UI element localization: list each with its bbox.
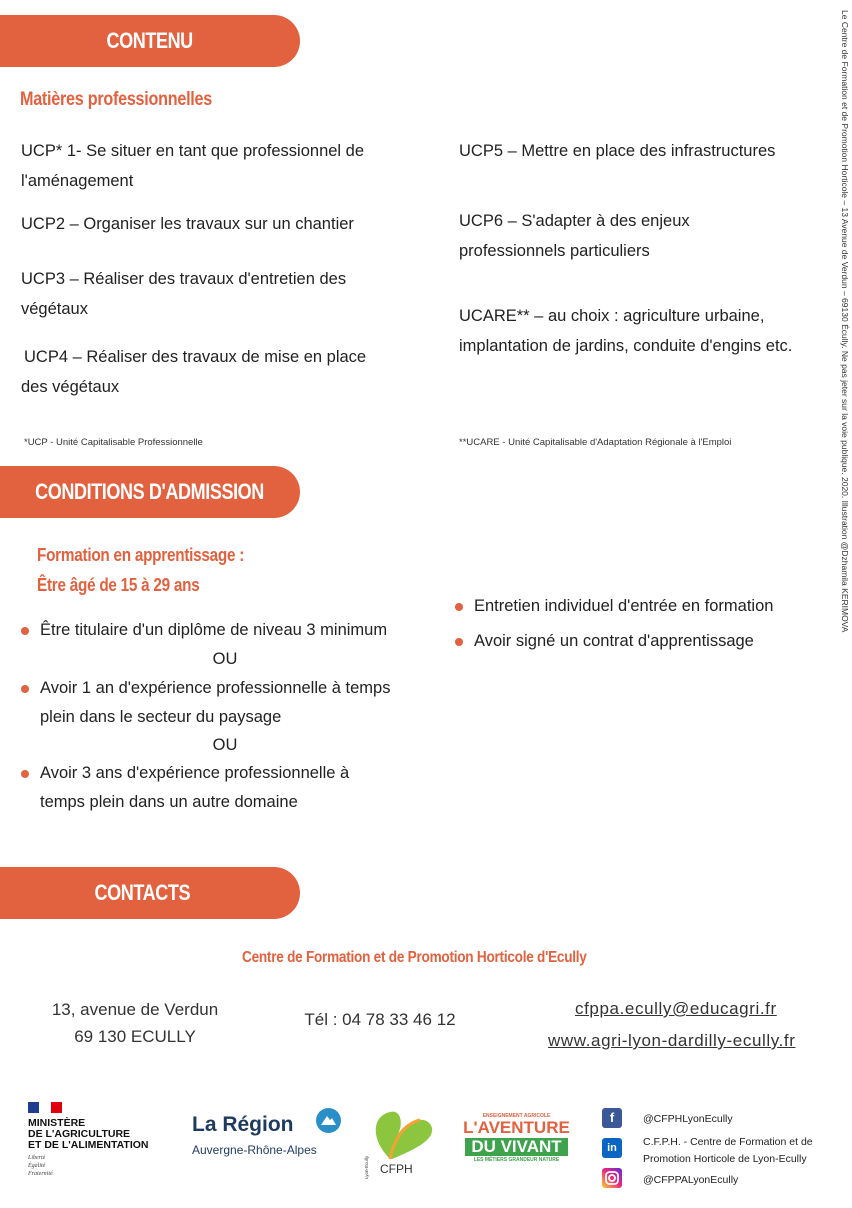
email-link[interactable]: cfppa.ecully@educagri.fr (575, 999, 777, 1018)
bullet-dot (455, 638, 463, 646)
contacts-org-name: Centre de Formation et de Promotion Horticole d'Ecully (242, 949, 587, 966)
aventure-bottom: LES MÉTIERS GRANDEUR NATURE (473, 1157, 560, 1163)
ucp5-item: UCP5 – Mettre en place des infrastructures (459, 142, 776, 160)
admission-bullet-experience-1: Avoir 1 an d'expérience professionnelle à temps plein dans le secteur du paysage (21, 674, 396, 732)
bullet-dot (455, 603, 463, 611)
ucp-footnote: *UCP - Unité Capitalisable Professionnelle (24, 437, 203, 448)
aventure-line-2: DU VIVANT (465, 1138, 567, 1156)
motto-3: Fraternité (28, 1171, 53, 1177)
facebook-handle[interactable]: @CFPHLyonEcully (643, 1113, 733, 1125)
address-line-1: 13, avenue de Verdun (51, 1000, 219, 1019)
ministry-line-3: ET DE L'ALIMENTATION (28, 1139, 149, 1151)
contenu-banner (0, 15, 300, 67)
ministry-line-2: DE L'AGRICULTURE (28, 1128, 131, 1140)
social-links (600, 1108, 840, 1188)
linkedin-icon[interactable]: in (602, 1138, 622, 1158)
admission-bullet-experience-3: Avoir 3 ans d'expérience professionnelle à temps plein dans un autre domaine (21, 759, 396, 817)
ucp3-item: UCP3 – Réaliser des travaux d'entretien des végétaux (21, 270, 347, 318)
bullet-dot (21, 627, 29, 635)
ucp4-item: UCP4 – Réaliser des travaux de mise en place des végétaux (21, 348, 367, 396)
contacts-banner (0, 867, 300, 919)
ucare-footnote: **UCARE - Unité Capitalisable d'Adaptation Régionale à l'Emploi (459, 437, 732, 448)
ucp2-item: UCP2 – Organiser les travaux sur un chantier (21, 215, 354, 233)
admission-bullet-diploma: Être titulaire d'un diplôme de niveau 3 minimum (21, 616, 421, 645)
linkedin-line-1[interactable]: C.F.P.H. - Centre de Formation et de (643, 1136, 813, 1148)
aventure-line-1: L'AVENTURE (463, 1118, 570, 1137)
cfph-side-label: Lyon-Ecully (364, 1156, 369, 1180)
admission-heading-1: Formation en apprentissage : (37, 545, 245, 565)
admission-banner-title: CONDITIONS D'ADMISSION (35, 479, 265, 504)
region-name: La Région (192, 1113, 294, 1136)
instagram-handle[interactable]: @CFPPALyonEcully (643, 1174, 739, 1186)
ministry-logo (28, 1102, 188, 1187)
linkedin-line-2[interactable]: Promotion Horticole de Lyon-Ecully (643, 1153, 807, 1165)
admission-heading-2: Être âgé de 15 à 29 ans (37, 575, 200, 595)
aventure-du-vivant-logo (459, 1113, 574, 1168)
contact-address (30, 996, 240, 1050)
motto-2: Égalité (28, 1163, 46, 1169)
region-mountain-icon (316, 1108, 341, 1133)
french-flag-icon (28, 1102, 62, 1113)
aventure-top: ENSEIGNEMENT AGRICOLE (482, 1113, 551, 1119)
side-credit: Le Centre de Formation et de Promotion Horticole – 13 Avenue de Verdun – 69130 Écully. Ne pas jeter sur la voie publique. 2020. Illustration @Dzhamila KERIMOVA (840, 10, 850, 633)
contenu-subheading: Matières professionnelles (20, 89, 212, 110)
ucp6-item: UCP6 – S'adapter à des enjeux professionnels particuliers (459, 212, 690, 260)
ministry-line-1: MINISTÈRE (28, 1117, 86, 1129)
cfph-label: CFPH (380, 1162, 413, 1176)
admission-bullet-interview: Entretien individuel d'entrée en formation (455, 592, 835, 621)
region-subtitle: Auvergne-Rhône-Alpes (192, 1143, 317, 1157)
or-separator-2: OU (212, 736, 238, 754)
motto-1: Liberté (28, 1155, 46, 1161)
contacts-banner-title: CONTACTS (94, 880, 191, 905)
or-separator-1: OU (212, 650, 238, 668)
instagram-icon[interactable] (602, 1168, 622, 1188)
region-logo (192, 1108, 352, 1168)
contact-phone: Tél : 04 78 33 46 12 (304, 1010, 456, 1029)
website-link[interactable]: www.agri-lyon-dardilly-ecully.fr (548, 1031, 796, 1050)
admission-banner (0, 466, 300, 518)
ucare-item: UCARE** – au choix : agriculture urbaine, implantation de jardins, conduite d'engins etc. (459, 307, 793, 355)
ucp1-item: UCP* 1- Se situer en tant que professionnel de l'aménagement (21, 142, 365, 190)
address-line-2: 69 130 ECULLY (74, 1027, 196, 1046)
facebook-icon[interactable]: f (602, 1108, 622, 1128)
ginkgo-leaf-icon (360, 1104, 440, 1164)
bullet-dot (21, 770, 29, 778)
contenu-banner-title: CONTENU (106, 28, 194, 53)
bullet-dot (21, 685, 29, 693)
admission-bullet-contract: Avoir signé un contrat d'apprentissage (455, 627, 835, 656)
cfph-logo (360, 1104, 440, 1184)
